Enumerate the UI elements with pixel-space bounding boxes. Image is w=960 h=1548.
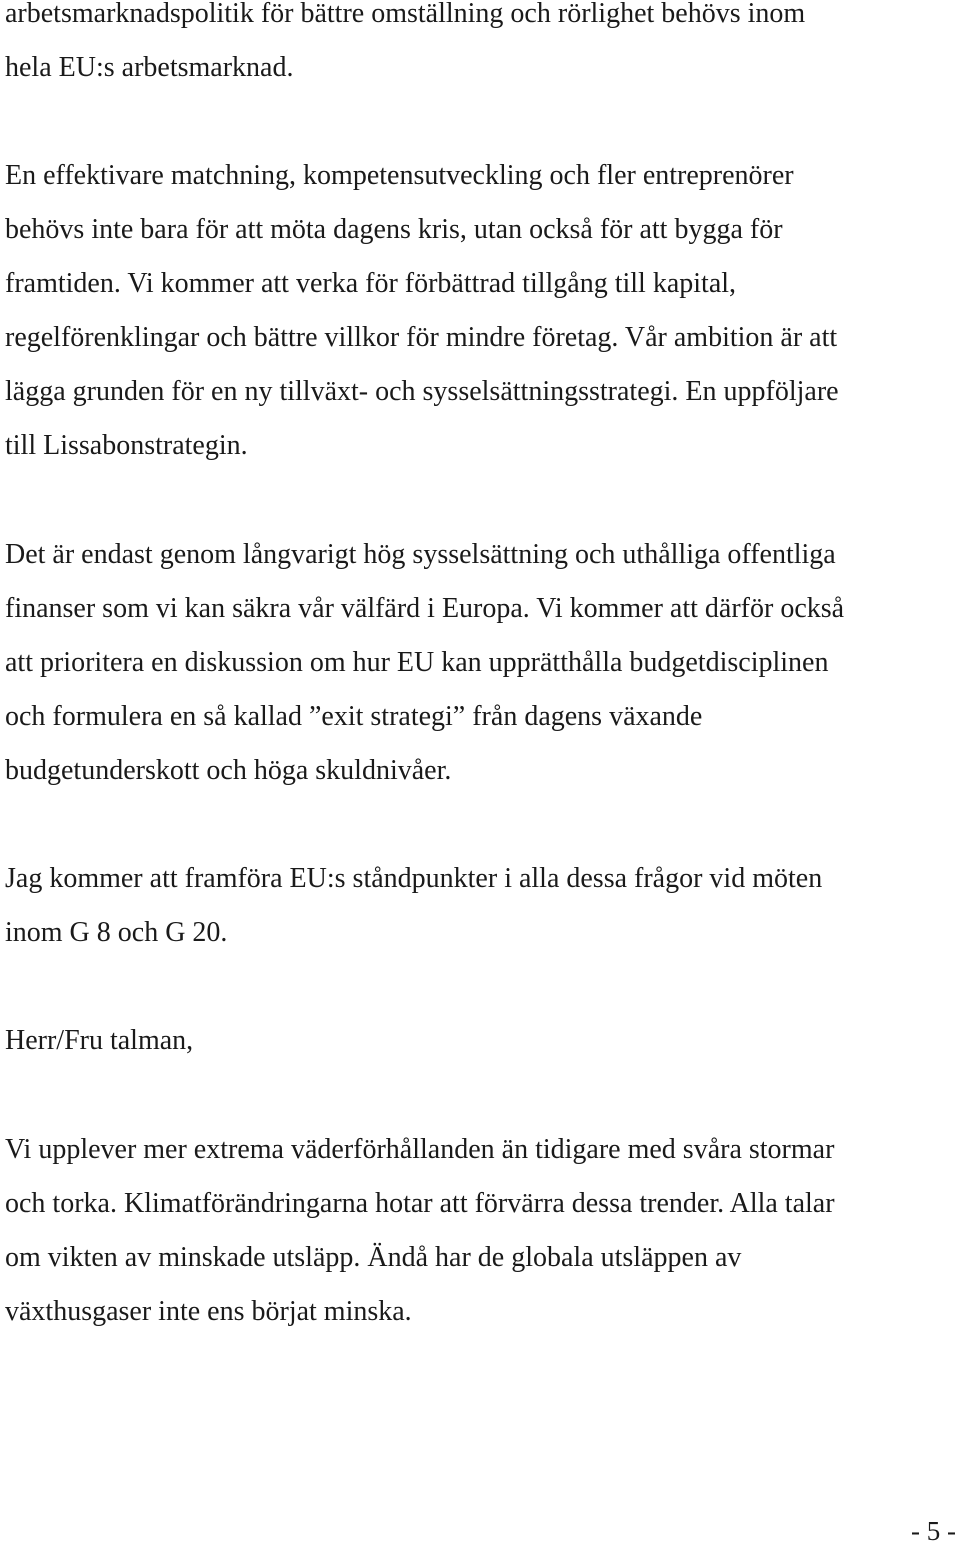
text-line: finanser som vi kan säkra vår välfärd i Europa. Vi kommer att därför också xyxy=(5,593,845,624)
text-line: och torka. Klimatförändringarna hotar att förvärra dessa trender. Alla talar xyxy=(5,1188,835,1219)
text-line: och formulera en så kallad ”exit strategi” från dagens växande xyxy=(5,701,703,732)
text-line: arbetsmarknadspolitik för bättre omställning och rörlighet behövs inom xyxy=(5,0,806,29)
text-line: regelförenklingar och bättre villkor för mindre företag. Vår ambition är att xyxy=(5,322,838,353)
text-line: Det är endast genom långvarigt hög sysselsättning och uthålliga offentliga xyxy=(5,539,836,570)
text-line: växthusgaser inte ens börjat minska. xyxy=(5,1296,412,1327)
text-line: lägga grunden för en ny tillväxt- och sysselsättningsstrategi. En uppföljare xyxy=(5,376,839,407)
text-line: till Lissabonstrategin. xyxy=(5,430,248,461)
text-line: Vi upplever mer extrema väderförhållanden än tidigare med svåra stormar xyxy=(5,1134,835,1165)
text-line: framtiden. Vi kommer att verka för förbättrad tillgång till kapital, xyxy=(5,268,737,299)
page-number: - 5 - xyxy=(911,1516,956,1546)
text-line: Jag kommer att framföra EU:s ståndpunkter i alla dessa frågor vid möten xyxy=(5,863,823,894)
text-line: om vikten av minskade utsläpp. Ändå har de globala utsläppen av xyxy=(5,1242,742,1273)
salutation: Herr/Fru talman, xyxy=(5,1025,194,1056)
text-line: En effektivare matchning, kompetensutveckling och fler entreprenörer xyxy=(5,160,794,191)
text-line: behövs inte bara för att möta dagens kris, utan också för att bygga för xyxy=(5,214,783,245)
text-line: budgetunderskott och höga skuldnivåer. xyxy=(5,755,452,786)
text-line: inom G 8 och G 20. xyxy=(5,917,228,948)
text-line: att prioritera en diskussion om hur EU kan upprätthålla budgetdisciplinen xyxy=(5,647,829,678)
text-line: hela EU:s arbetsmarknad. xyxy=(5,52,294,83)
